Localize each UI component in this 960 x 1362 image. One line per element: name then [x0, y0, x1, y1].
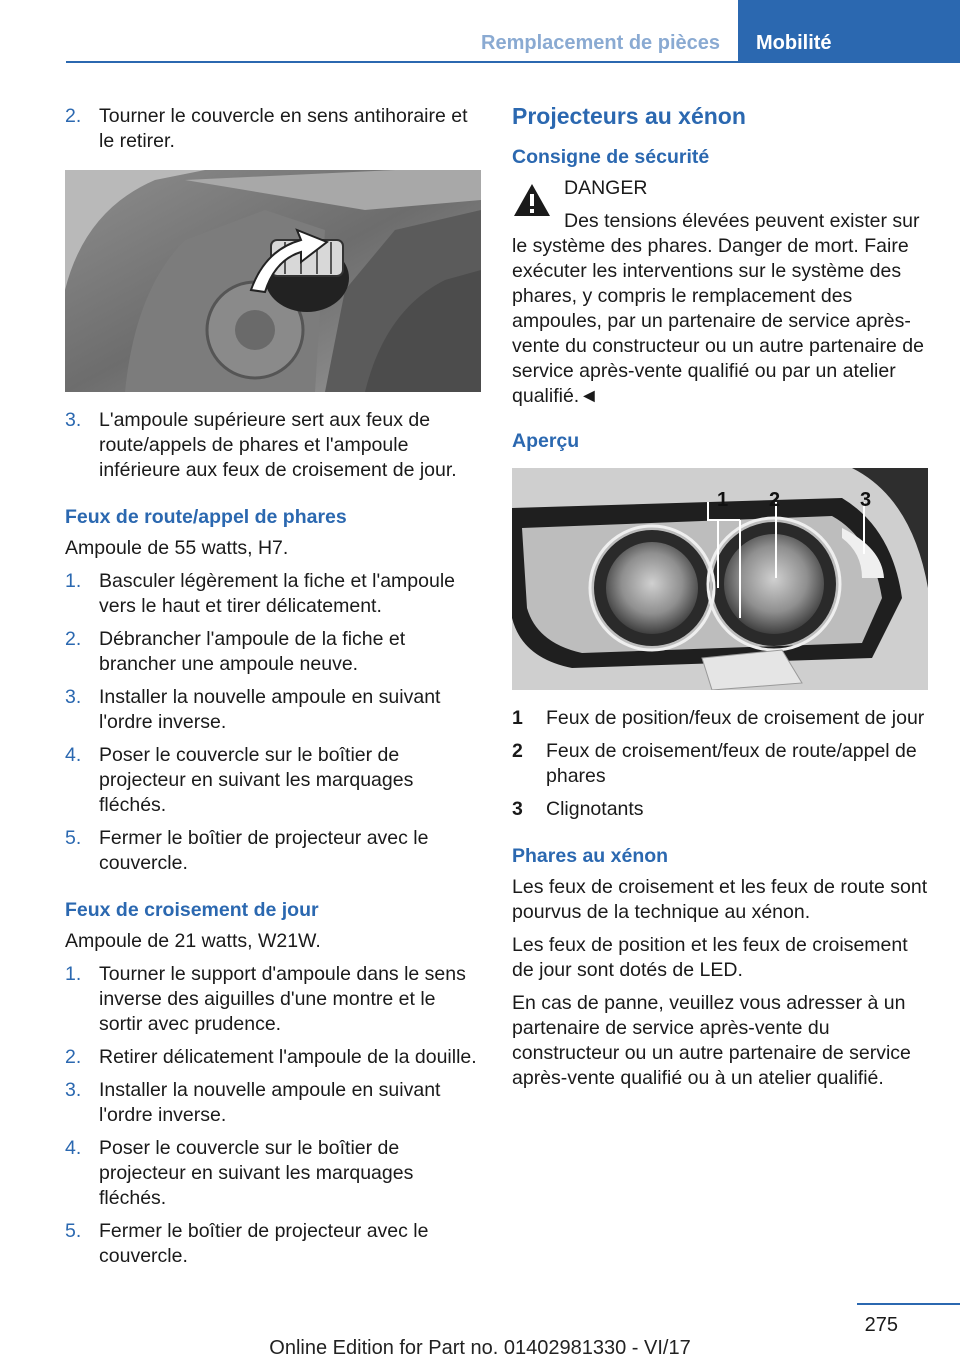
step-item [65, 826, 481, 876]
step-text: Débrancher l'ampoule de la fiche et brancher une ampoule neuve. [99, 628, 406, 675]
section-heading: Feux de route/appel de phares [65, 506, 347, 528]
page-number: 275 [864, 1314, 898, 1336]
step-item [65, 569, 481, 619]
legend-number: 1 [512, 707, 523, 729]
overview-heading: Aperçu [512, 430, 580, 452]
header-rule [66, 61, 960, 63]
legend-number: 2 [512, 740, 523, 762]
legend-item [512, 706, 930, 731]
legend-text: Clignotants [546, 798, 644, 820]
callout-3: 3 [860, 489, 872, 511]
step-text: Installer la nouvelle ampoule en suivant l'ordre inverse. [99, 686, 441, 733]
page-section-title: Projecteurs au xénon [512, 103, 746, 129]
step-number: 3. [65, 1079, 82, 1101]
step-number: 3. [65, 409, 82, 431]
step-number: 1. [65, 963, 82, 985]
legend-item [512, 797, 930, 822]
step-item [65, 685, 481, 735]
step-number: 3. [65, 686, 82, 708]
legend-number: 3 [512, 798, 523, 820]
step-item [65, 408, 481, 483]
step-number: 5. [65, 1220, 82, 1242]
step-number: 2. [65, 105, 82, 127]
danger-text: Des tensions élevées peuvent exister sur le système des phares. Danger de mort. Faire exécuter les interventions sur le système des phares, y compris le remplacement des ampoules, par un partenaire de service après-vente du constructeur ou un autre partenaire de service après-vente qualifié ou par un atelier qualifié.◄ [512, 210, 924, 407]
step-number: 2. [65, 1046, 82, 1068]
paragraph: Les feux de position et les feux de croisement de jour sont dotés de LED. [512, 934, 908, 981]
step-item [65, 627, 481, 677]
cover-removal-photo [65, 170, 481, 392]
step-item [65, 1136, 481, 1211]
right-column [512, 104, 930, 1099]
header-section: Remplacement de pièces [481, 32, 720, 54]
edition-note: Online Edition for Part no. 01402981330 - VI/17 [269, 1337, 691, 1359]
header-chapter-tab: Mobilité [738, 0, 960, 62]
step-number: 2. [65, 628, 82, 650]
step-text: L'ampoule supérieure sert aux feux de route/appels de phares et l'ampoule inférieure aux feux de croisement de jour. [99, 409, 457, 481]
step-number: 1. [65, 570, 82, 592]
footer-rule [857, 1303, 960, 1305]
xenon-heading: Phares au xénon [512, 845, 669, 867]
callout-1: 1 [717, 489, 729, 511]
step-text: Basculer légèrement la fiche et l'ampoule vers le haut et tirer délicatement. [99, 570, 455, 617]
step-number: 5. [65, 827, 82, 849]
callout-2: 2 [769, 489, 781, 511]
step-item [65, 962, 481, 1037]
step-text: Retirer délicatement l'ampoule de la douille. [99, 1046, 477, 1068]
left-column [65, 104, 481, 1277]
step-text: Poser le couvercle sur le boîtier de projecteur en suivant les marquages fléchés. [99, 1137, 414, 1209]
step-item [65, 1078, 481, 1128]
step-item [65, 104, 481, 154]
section-intro: Ampoule de 55 watts, H7. [65, 537, 289, 559]
step-text: Poser le couvercle sur le boîtier de projecteur en suivant les marquages fléchés. [99, 744, 414, 816]
legend-text: Feux de position/feux de croisement de jour [546, 707, 925, 729]
section-intro: Ampoule de 21 watts, W21W. [65, 930, 321, 952]
page-header [0, 0, 960, 62]
step-item [65, 1219, 481, 1269]
warning-triangle-icon [512, 182, 552, 218]
step-text: Tourner le support d'ampoule dans le sens inverse des aiguilles d'une montre et le sortir avec prudence. [99, 963, 466, 1035]
step-number: 4. [65, 1137, 82, 1159]
danger-notice [512, 176, 930, 409]
step-text: Fermer le boîtier de projecteur avec le couvercle. [99, 827, 429, 874]
step-text: Installer la nouvelle ampoule en suivant l'ordre inverse. [99, 1079, 441, 1126]
danger-label: DANGER [564, 177, 648, 199]
step-item [65, 1045, 481, 1070]
legend-text: Feux de croisement/feux de route/appel de phares [546, 740, 917, 787]
section-heading: Feux de croisement de jour [65, 899, 319, 921]
step-list [65, 962, 481, 1269]
figure-legend [512, 706, 930, 822]
safety-heading: Consigne de sécurité [512, 146, 710, 168]
step-text: Fermer le boîtier de projecteur avec le couvercle. [99, 1220, 429, 1267]
legend-item [512, 739, 930, 789]
paragraph: Les feux de croisement et les feux de route sont pourvus de la technique au xénon. [512, 876, 928, 923]
headlight-figure [512, 468, 930, 690]
step-list [65, 569, 481, 876]
paragraph: En cas de panne, veuillez vous adresser à un partenaire de service après-vente du constructeur ou un autre partenaire de service après-vente qualifié ou à un atelier qualifié. [512, 992, 911, 1089]
step-text: Tourner le couvercle en sens antihoraire et le retirer. [99, 105, 468, 152]
step-item [65, 743, 481, 818]
step-number: 4. [65, 744, 82, 766]
